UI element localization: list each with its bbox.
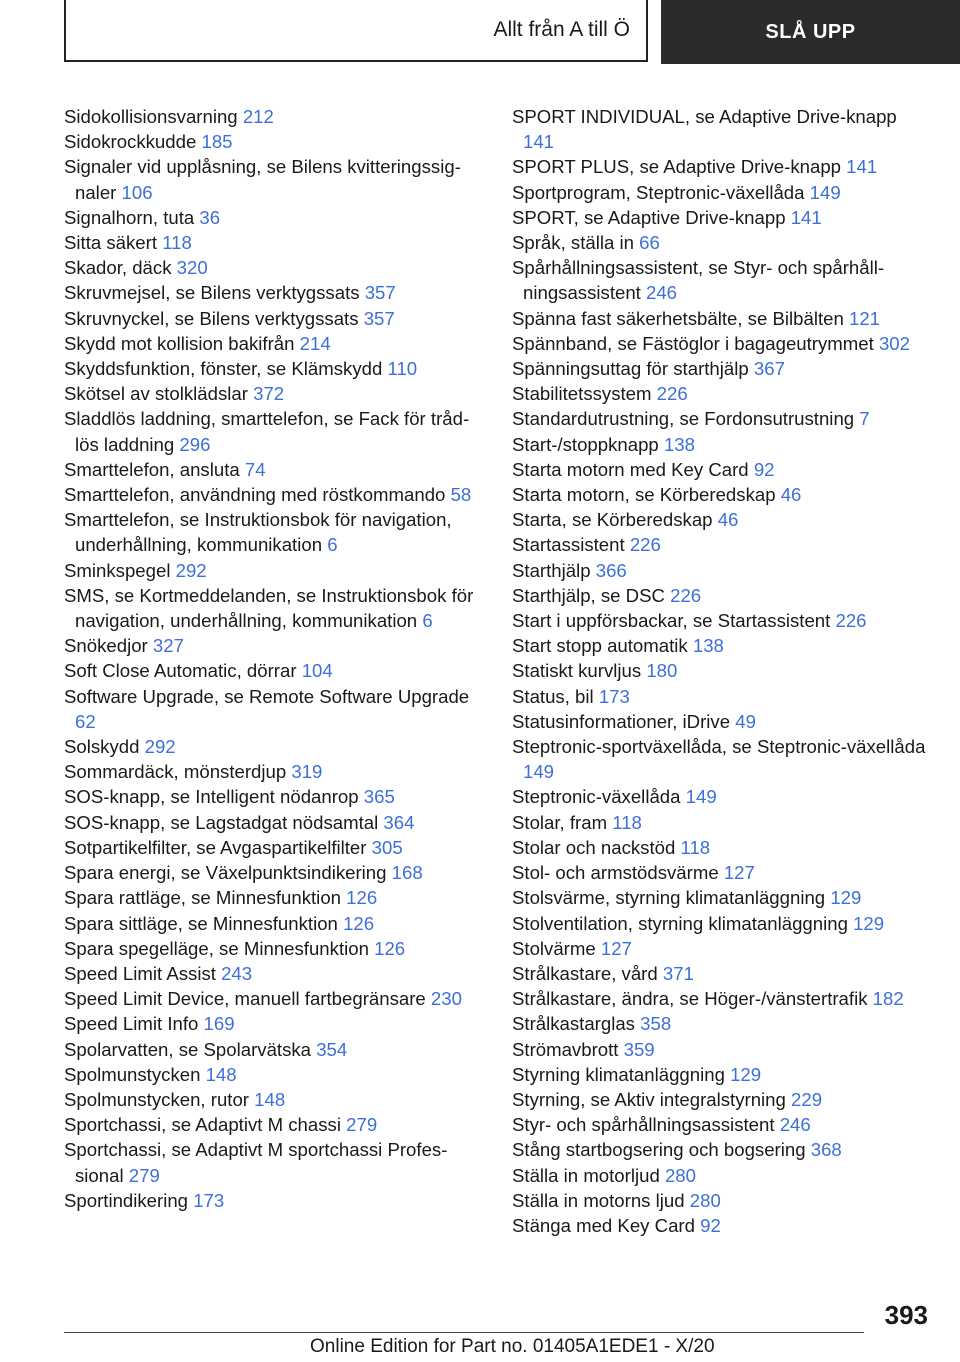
index-entry [512, 306, 932, 331]
index-page-link[interactable]: 92 [700, 1214, 721, 1236]
tab-index-a-to-z[interactable] [64, 0, 648, 62]
index-entry [512, 835, 932, 860]
index-entry [512, 1112, 932, 1137]
index-entry-text: Stolar, fram [512, 811, 608, 833]
index-entry-text: Skyddsfunktion, fönster, se Klämskydd [64, 358, 383, 380]
index-page-link[interactable]: 106 [121, 181, 153, 203]
index-page-link[interactable]: 148 [205, 1063, 237, 1085]
index-entry [512, 205, 932, 230]
index-entry-text: Statiskt kurvljus [512, 660, 642, 682]
index-entry-text: Solskydd [64, 736, 140, 758]
index-entry [64, 1011, 484, 1036]
index-page-link[interactable]: 302 [878, 332, 910, 354]
index-page-link[interactable]: 7 [859, 408, 870, 430]
index-entry [64, 759, 484, 784]
index-entry-text: Soft Close Automatic, dörrar [64, 660, 297, 682]
index-entry [512, 457, 932, 482]
index-entry-text: Standardutrustning, se Fordonsutrustning [512, 408, 855, 430]
index-page-link[interactable]: 364 [383, 811, 415, 833]
index-entry-text: Status, bil [512, 685, 594, 707]
index-entry [512, 1011, 932, 1036]
index-entry-text: Starthjälp, se DSC [512, 584, 665, 606]
index-entry-text: Sminkspegel [64, 559, 171, 581]
index-entry-text: Speed Limit Device, manuell fartbegränsare [64, 988, 426, 1010]
index-entry [64, 104, 484, 129]
index-page-link[interactable]: 367 [753, 358, 785, 380]
index-entry-text: Stolvärme [512, 937, 596, 959]
index-entry [512, 684, 932, 709]
index-page-link[interactable]: 173 [193, 1189, 225, 1211]
index-entry [64, 734, 484, 759]
index-page-link[interactable]: 149 [809, 181, 841, 203]
index-entry [512, 1037, 932, 1062]
index-entry-text: Styrning klimatanläggning [512, 1063, 725, 1085]
index-entry [512, 608, 932, 633]
index-entry [512, 104, 932, 154]
index-entry-text: Sotpartikelfilter, se Avgaspartikelfilter [64, 836, 367, 858]
index-page-link[interactable]: 368 [810, 1139, 842, 1161]
index-entry-text: Start stopp automatik [512, 635, 688, 657]
index-entry-text: Start i uppförsbackar, se Startassistent [512, 610, 831, 632]
index-page-link[interactable]: 46 [780, 484, 802, 506]
index-page-link[interactable]: 305 [371, 836, 403, 858]
index-entry-text: Spara energi, se Växelpunktsindikering [64, 862, 387, 884]
index-entry-text: Stolsvärme, styrning klimatanläggning [512, 887, 826, 909]
index-entry-text: SPORT INDIVIDUAL, se Adaptive Drive-knapp [512, 106, 897, 127]
footer-divider [64, 1332, 864, 1333]
index-entry [64, 936, 484, 961]
index-page-link[interactable]: 371 [662, 962, 694, 984]
index-entry-text: Statusinformationer, iDrive [512, 710, 731, 732]
index-entry-text: Sportindikering [64, 1189, 189, 1211]
index-entry [64, 860, 484, 885]
index-entry-text: Sommardäck, mönsterdjup [64, 761, 287, 783]
index-entry-text: Strålkastarglas [512, 1013, 635, 1035]
index-entry [64, 154, 484, 204]
index-entry [512, 482, 932, 507]
index-entry-text: Spårhållningsassistent, se Styr- och spårhållningsassistent [512, 257, 885, 304]
index-page-link[interactable]: 149 [523, 761, 555, 783]
index-page-link[interactable]: 357 [364, 282, 396, 304]
index-entry-text: Starta, se Körberedskap [512, 509, 713, 531]
index-entry-text: Start-/stoppknapp [512, 433, 659, 455]
index-page-link[interactable]: 292 [175, 559, 207, 581]
index-entry [512, 911, 932, 936]
index-page-link[interactable]: 279 [346, 1114, 378, 1136]
index-entry [64, 986, 484, 1011]
index-entry [512, 734, 932, 784]
tab-index-label: Allt från A till Ö [493, 18, 630, 41]
index-entry-text: SPORT, se Adaptive Drive-knapp [512, 206, 786, 228]
index-page-link[interactable]: 129 [830, 887, 862, 909]
index-entry [64, 255, 484, 280]
index-entry [512, 986, 932, 1011]
index-entry [64, 1062, 484, 1087]
index-entry-text: Spara spegelläge, se Minnesfunktion [64, 937, 369, 959]
index-entry [512, 255, 932, 305]
index-entry-text: Skador, däck [64, 257, 172, 279]
index-page-link[interactable]: 58 [450, 484, 472, 506]
index-entry [64, 1037, 484, 1062]
index-entry-text: Starta motorn, se Körberedskap [512, 484, 776, 506]
index-entry [512, 230, 932, 255]
index-entry [64, 961, 484, 986]
index-entry-text: Skruvnyckel, se Bilens verktygssats [64, 307, 359, 329]
index-entry [64, 331, 484, 356]
index-column-right [512, 104, 932, 1238]
index-page-link[interactable]: 246 [646, 282, 678, 304]
index-page-link[interactable]: 36 [199, 206, 221, 228]
index-page-link[interactable]: 129 [853, 912, 885, 934]
index-page-link[interactable]: 46 [717, 509, 739, 531]
index-entry-text: Strålkastare, vård [512, 962, 658, 984]
index-page-link[interactable]: 319 [291, 761, 323, 783]
index-page-link[interactable]: 92 [753, 458, 775, 480]
index-page-link[interactable]: 127 [600, 937, 632, 959]
index-entry-text: Starthjälp [512, 559, 591, 581]
index-entry-text: Sportchassi, se Adaptivt M sportchassi Professional [64, 1139, 448, 1186]
index-page-link[interactable]: 126 [346, 887, 378, 909]
index-entry-text: Sitta säkert [64, 232, 158, 254]
index-page-link[interactable]: 126 [374, 937, 406, 959]
index-entry [64, 306, 484, 331]
index-entry-text: Skydd mot kollision bakifrån [64, 332, 295, 354]
index-page-link[interactable]: 296 [179, 433, 211, 455]
index-entry [512, 1137, 932, 1162]
index-page-link[interactable]: 229 [791, 1088, 823, 1110]
index-page-link[interactable]: 246 [779, 1114, 811, 1136]
index-entry [512, 154, 932, 179]
index-page-link[interactable]: 226 [670, 584, 702, 606]
index-page-link[interactable]: 182 [872, 988, 904, 1010]
index-entry [64, 558, 484, 583]
index-entry-text: Spolarvatten, se Spolarvätska [64, 1038, 312, 1060]
index-entry [512, 885, 932, 910]
index-entry-text: Strålkastare, ändra, se Höger-/vänstertrafik [512, 988, 868, 1010]
header [64, 0, 960, 64]
index-entry-text: Stång startbogsering och bogsering [512, 1139, 806, 1161]
index-entry [512, 784, 932, 809]
index-entry-text: Steptronic-växellåda [512, 786, 681, 808]
index-entry [64, 658, 484, 683]
index-page-link[interactable]: 118 [612, 811, 642, 833]
index-entry-text: Sportchassi, se Adaptivt M chassi [64, 1114, 341, 1136]
index-entry [512, 709, 932, 734]
index-entry-text: Skötsel av stolklädslar [64, 383, 248, 405]
index-entry [512, 406, 932, 431]
index-entry-text: Snökedjor [64, 635, 148, 657]
index-entry-text: Spolmunstycken, rutor [64, 1088, 249, 1110]
index-entry-text: Språk, ställa in [512, 232, 634, 254]
index-entry-text: Smarttelefon, användning med röstkommando [64, 484, 446, 506]
index-entry [512, 1188, 932, 1213]
index-entry [512, 331, 932, 356]
index-entry-text: Stänga med Key Card [512, 1214, 695, 1236]
index-entry [512, 583, 932, 608]
index-entry-text: Spännband, se Fästöglor i bagageutrymmet [512, 332, 874, 354]
index-entry [64, 457, 484, 482]
index-page-link[interactable]: 230 [430, 988, 462, 1010]
index-entry [512, 1062, 932, 1087]
index-entry-text: Smarttelefon, ansluta [64, 458, 240, 480]
index-entry-text: Stol- och armstödsvärme [512, 862, 719, 884]
tab-quick-label: SLÅ UPP [765, 20, 856, 43]
index-entry-text: Starta motorn med Key Card [512, 458, 749, 480]
index-entry-text: Spänna fast säkerhetsbälte, se Bilbälten [512, 307, 844, 329]
index-entry-text: Spara rattläge, se Minnesfunktion [64, 887, 341, 909]
index-entry-text: Startassistent [512, 534, 625, 556]
index-entry-text: Stolar och nackstöd [512, 836, 676, 858]
index-entry-text: Software Upgrade, se Remote Software Upgrade [64, 685, 470, 707]
index-entry-text: Sidokrockkudde [64, 131, 197, 153]
index-entry [64, 784, 484, 809]
tab-quick-lookup[interactable] [661, 0, 960, 64]
index-entry [64, 1087, 484, 1112]
index-entry [512, 810, 932, 835]
index-entry [512, 633, 932, 658]
index-page-link[interactable]: 141 [523, 131, 555, 153]
index-entry [512, 356, 932, 381]
index-page-link[interactable]: 327 [152, 635, 184, 657]
index-page-link[interactable]: 110 [387, 358, 418, 380]
index-page-link[interactable]: 354 [316, 1038, 348, 1060]
index-entry [64, 1137, 484, 1187]
index-entry [512, 1163, 932, 1188]
index-entry-text: Speed Limit Info [64, 1013, 199, 1035]
index-entry [64, 280, 484, 305]
index-entry-text: Skruvmejsel, se Bilens verktygssats [64, 282, 360, 304]
index-entry-text: Signalhorn, tuta [64, 206, 195, 228]
index-entry-text: SMS, se Kortmeddelanden, se Instruktionsbok för navigation, underhållning, kommunikation [64, 584, 474, 632]
index-entry-text: Strömavbrott [512, 1038, 619, 1060]
index-page-link[interactable]: 138 [663, 433, 695, 455]
index-entry [64, 633, 484, 658]
index-page-link[interactable]: 226 [656, 383, 688, 405]
index-entry-text: SOS-knapp, se Lagstadgat nödsamtal [64, 811, 379, 833]
index-page-link[interactable]: 180 [646, 660, 678, 682]
index-entry-text: Styrning, se Aktiv integralstyrning [512, 1088, 786, 1110]
index-page-link[interactable]: 169 [203, 1013, 235, 1035]
index-page-link[interactable]: 49 [735, 710, 756, 732]
index-entry-text: Spolmunstycken [64, 1063, 201, 1085]
index-page-link[interactable]: 279 [128, 1164, 160, 1186]
index-entry-text: Signaler vid upplåsning, se Bilens kvitteringssignaler [64, 156, 461, 203]
index-entry-text: SOS-knapp, se Intelligent nödanrop [64, 786, 359, 808]
index-page-link[interactable]: 226 [629, 534, 661, 556]
index-page-link[interactable]: 118 [162, 232, 192, 254]
index-entry-text: Smarttelefon, se Instruktionsbok för navigation, underhållning, kommunikation [64, 509, 452, 556]
index-page-link[interactable]: 6 [422, 610, 433, 632]
index-entry-text: Ställa in motorljud [512, 1164, 660, 1186]
index-entry-text: Speed Limit Assist [64, 962, 216, 984]
index-entry-text: Spänningsuttag för starthjälp [512, 358, 749, 380]
index-page-link[interactable]: 214 [299, 332, 331, 354]
index-entry [512, 507, 932, 532]
index-entry [64, 381, 484, 406]
index-entry-text: Sladdlös laddning, smarttelefon, se Fack för trådlös laddning [64, 408, 470, 455]
index-entry-text: SPORT PLUS, se Adaptive Drive-knapp [512, 156, 841, 178]
index-entry-text: Ställa in motorns ljud [512, 1189, 685, 1211]
index-entry [512, 532, 932, 557]
index-page-link[interactable]: 127 [723, 862, 755, 884]
index-entry-text: Stolventilation, styrning klimatanläggning [512, 912, 848, 934]
index-entry [64, 129, 484, 154]
index-entry [512, 1213, 932, 1238]
index-page-link[interactable]: 185 [201, 131, 233, 153]
index-entry-text: Sportprogram, Steptronic-växellåda [512, 181, 805, 203]
index-column-left [64, 104, 484, 1213]
index-entry [64, 911, 484, 936]
index-page-link[interactable]: 138 [692, 635, 724, 657]
index-page-link[interactable]: 74 [244, 458, 266, 480]
index-entry-text: Styr- och spårhållningsassistent [512, 1114, 775, 1136]
index-entry [64, 205, 484, 230]
index-page-link[interactable]: 372 [253, 383, 285, 405]
index-entry-text: Spara sittläge, se Minnesfunktion [64, 912, 338, 934]
index-entry [512, 961, 932, 986]
index-entry-text: Steptronic-sportväxellåda, se Steptronic-växellåda [512, 736, 926, 758]
index-page-link[interactable]: 66 [639, 232, 660, 254]
index-page-link[interactable]: 168 [391, 862, 423, 884]
index-page-link[interactable]: 141 [790, 206, 822, 228]
index-entry [64, 810, 484, 835]
index-page-link[interactable]: 62 [75, 710, 96, 732]
index-page-link[interactable]: 226 [835, 610, 867, 632]
index-entry [64, 230, 484, 255]
index-page-link[interactable]: 129 [730, 1063, 762, 1085]
index-entry [64, 885, 484, 910]
index-page-link[interactable]: 280 [689, 1189, 721, 1211]
index-entry [512, 936, 932, 961]
index-page-link[interactable]: 149 [685, 786, 717, 808]
index-page-link[interactable]: 280 [664, 1164, 696, 1186]
index-entry [64, 1112, 484, 1137]
index-entry [512, 180, 932, 205]
index-entry [64, 684, 484, 734]
index-entry [64, 356, 484, 381]
index-page-link[interactable]: 212 [242, 106, 274, 127]
index-page-link[interactable]: 243 [221, 962, 253, 984]
index-page-link[interactable]: 6 [327, 534, 338, 556]
index-entry [64, 507, 484, 557]
index-entry [64, 1188, 484, 1213]
index-page-link[interactable]: 366 [595, 559, 627, 581]
index-entry [64, 406, 484, 456]
index-entry [512, 432, 932, 457]
index-entry-text: Sidokollisionsvarning [64, 106, 238, 127]
index-entry [512, 381, 932, 406]
page-number: 393 [884, 1300, 928, 1330]
index-page-link[interactable]: 126 [343, 912, 375, 934]
index-entry [64, 583, 484, 633]
index-page-link[interactable]: 173 [598, 685, 630, 707]
index-page-link[interactable]: 359 [623, 1038, 655, 1060]
index-entry [512, 658, 932, 683]
index-entry [512, 558, 932, 583]
index-entry [512, 860, 932, 885]
index-page-link[interactable]: 148 [254, 1088, 286, 1110]
index-page-link[interactable]: 118 [680, 836, 711, 858]
index-page-link[interactable]: 121 [848, 307, 881, 329]
index-page-link[interactable]: 358 [640, 1013, 672, 1035]
index-entry [64, 835, 484, 860]
index-entry-text: Stabilitetssystem [512, 383, 652, 405]
index-page-link[interactable]: 104 [301, 660, 333, 682]
index-entry [64, 482, 484, 507]
index-page-link[interactable]: 141 [846, 156, 878, 178]
index-page-link[interactable]: 292 [144, 736, 176, 758]
index-page-link[interactable]: 365 [363, 786, 395, 808]
index-entry [512, 1087, 932, 1112]
footer-edition: Online Edition for Part no. 01405A1EDE1 - X/20 [310, 1336, 715, 1357]
index-page-link[interactable]: 357 [363, 307, 395, 329]
index-page-link[interactable]: 320 [176, 257, 208, 279]
